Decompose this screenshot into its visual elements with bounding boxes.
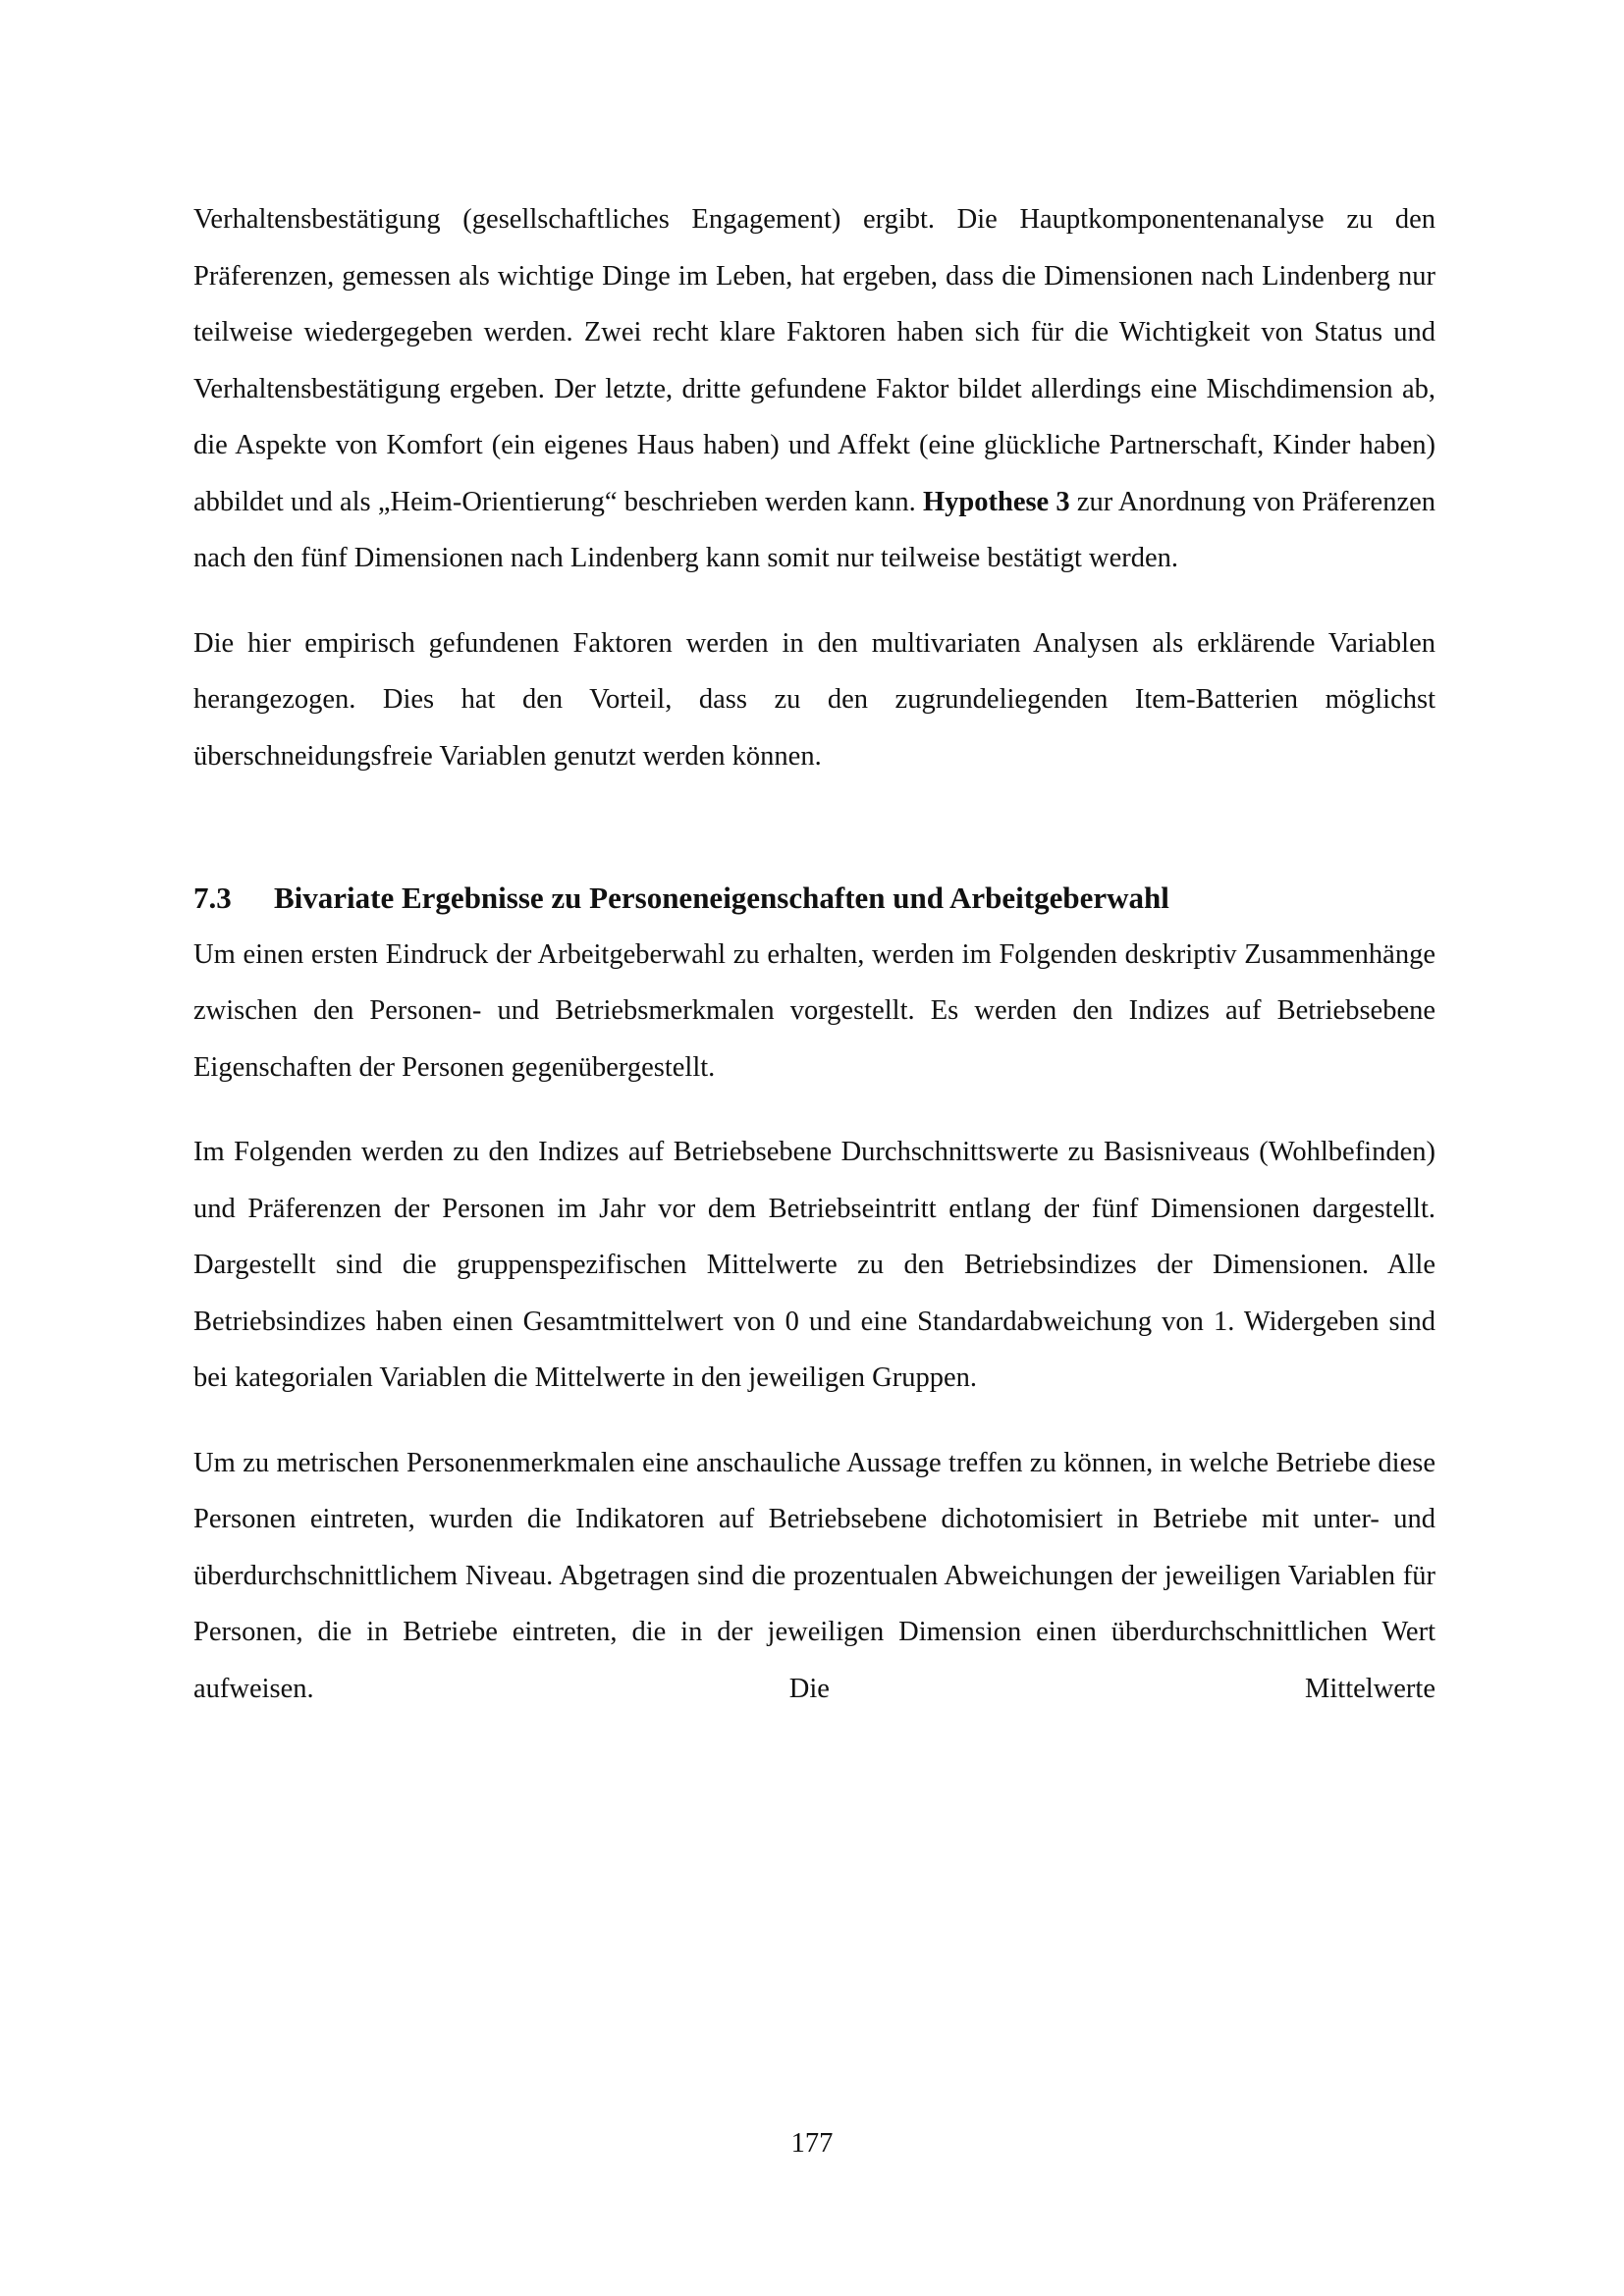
paragraph-metric: Um zu metrischen Personenmerkmalen eine anschauliche Aussage treffen zu können, in welche Betriebe diese Personen eintreten, wurden die Indikatoren auf Betriebsebene dichotomisiert in Betriebe mit unter- und überdurchschnittlichem Niveau. Abgetragen sind die prozentualen Abweichungen der jeweiligen Variablen für Personen, die in Betriebe eintreten, die in der jeweiligen Dimension einen überdurchschnittlichen Wert aufweisen. Die Mittelwerte: [193, 1447, 1435, 1704]
section-heading: [193, 870, 1435, 927]
section-number: 7.3: [193, 881, 232, 915]
paragraph-text: Verhaltensbestätigung (gesellschaftliches Engagement) ergibt. Die Hauptkomponentenanalyse zu den Präferenzen, gemessen als wichtige Dinge im Leben, hat ergeben, dass die Dimensionen nach Lindenberg nur teilweise wiedergegeben werden. Zwei recht klare Faktoren haben sich für die Wichtigkeit von Status und Verhaltensbestätigung ergeben. Der letzte, dritte gefundene Faktor bildet allerdings eine Mischdimension ab, die Aspekte von Komfort (ein eigenes Haus haben) und Affekt (eine glückliche Partnerschaft, Kinder haben) abbildet und als „Heim-Orientierung“ beschrieben werden kann.: [193, 204, 1435, 517]
paragraph-text: Die hier empirisch gefundenen Faktoren werden in den multivariaten Analysen als erklärende Variablen herangezogen. Dies hat den Vorteil, dass zu den zugrundeliegenden Item-Batterien möglichst überschneidungsfreie Variablen genutzt werden können.: [193, 627, 1435, 772]
page-number: 177: [790, 2128, 834, 2159]
paragraph-averages: Im Folgenden werden zu den Indizes auf Betriebsebene Durchschnittswerte zu Basisniveaus (Wohlbefinden) und Präferenzen der Personen im Jahr vor dem Betriebseintritt entlang der fünf Dimensionen dargestellt. Dargestellt sind die gruppenspezifischen Mittelwerte zu den Betriebsindizes der Dimensionen. Alle Betriebsindizes haben einen Gesamtmittelwert von 0 und eine Standardabweichung von 1. Widergeben sind bei kategorialen Variablen die Mittelwerte in den jeweiligen Gruppen.: [193, 1137, 1435, 1393]
section-title: Bivariate Ergebnisse zu Personeneigenschaften und Arbeitgeberwahl: [274, 881, 1169, 915]
paragraph-factors: [193, 615, 1435, 785]
paragraph-intro: Um einen ersten Eindruck der Arbeitgeberwahl zu erhalten, werden im Folgenden deskriptiv Zusammenhänge zwischen den Personen- und Betriebsmerkmalen vorgestellt. Es werden den Indizes auf Betriebsebene Eigenschaften der Personen gegenübergestellt.: [193, 938, 1435, 1083]
page-body: [193, 191, 1435, 1745]
hypothesis-label: Hypothese 3: [922, 486, 1070, 517]
paragraph-hypothesis-summary: [193, 191, 1435, 587]
paragraph-text: zur Anordnung von Präferenzen nach den fünf Dimensionen nach Lindenberg kann somit nur teilweise bestätigt werden.: [193, 486, 1435, 573]
